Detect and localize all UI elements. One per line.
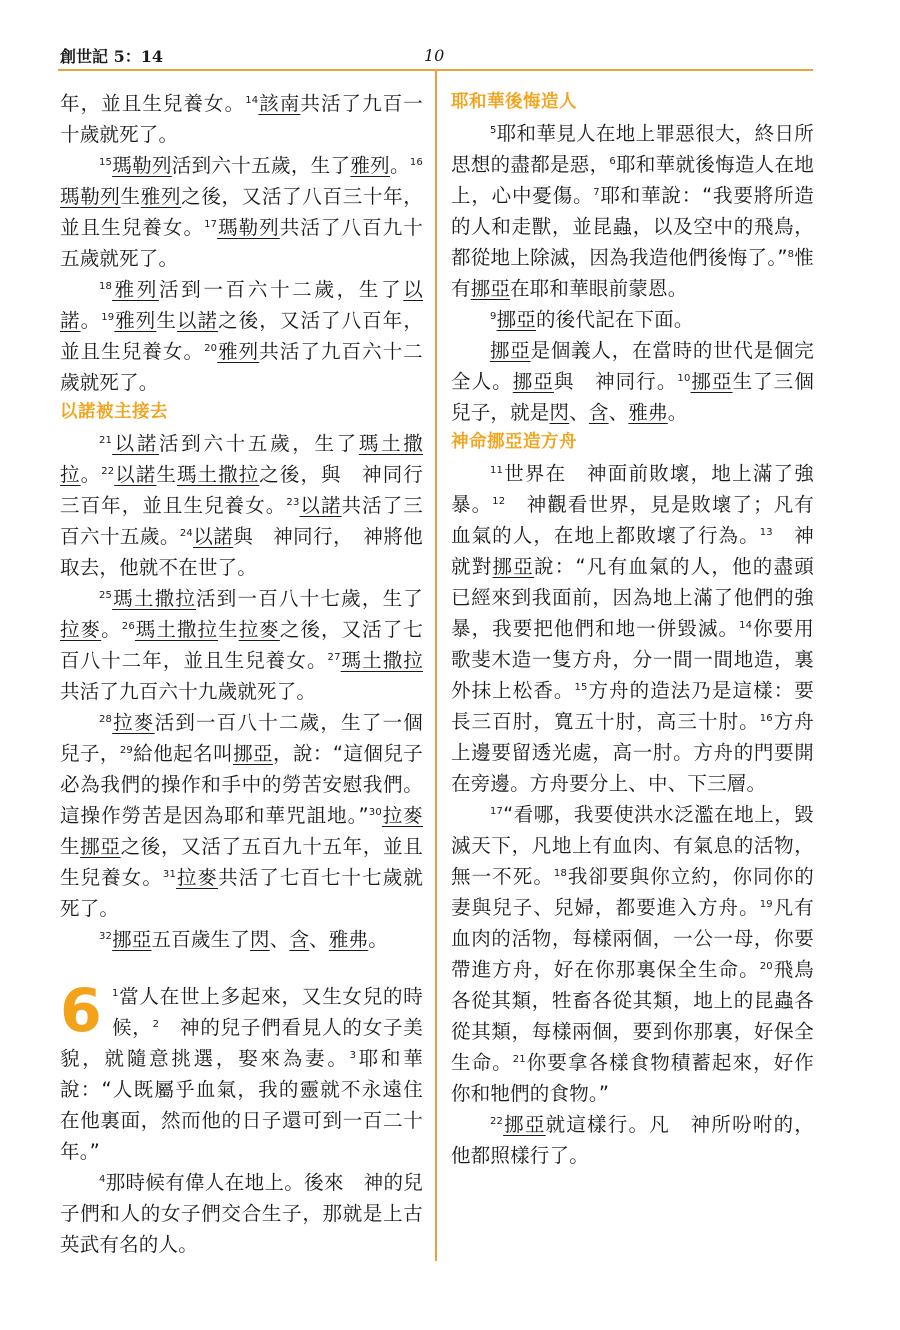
verse-text: 生 bbox=[218, 618, 239, 641]
verse-text: 你要用歌斐木造一隻方舟，分一間一間地造，裏外抹上松香。 bbox=[451, 617, 814, 702]
verse-paragraph bbox=[60, 583, 423, 707]
proper-name: 拉麥 bbox=[60, 618, 102, 641]
proper-name: 挪亞 bbox=[80, 835, 121, 858]
verse-number: 22 bbox=[101, 466, 115, 477]
verse-number: 20 bbox=[759, 961, 773, 972]
proper-name: 拉麥 bbox=[112, 711, 155, 734]
verse-text: 神就對 bbox=[451, 524, 814, 578]
verse-paragraph bbox=[451, 1109, 814, 1171]
verse-text: 我卻要與你立約，你同你的妻與兒子、兒婦，都要進入方舟。 bbox=[451, 865, 814, 919]
verse-number: 15 bbox=[99, 157, 113, 168]
proper-name: 該南 bbox=[258, 92, 301, 115]
proper-name: 以諾 bbox=[176, 309, 219, 332]
verse-text: 生 bbox=[60, 835, 81, 858]
verse-text: 共活了七百七十七歲就死了。 bbox=[60, 866, 423, 920]
verse-text: 耶和華說：“我要將所造的人和走獸，並昆蟲，以及空中的飛鳥，都從地上除滅，因為我造他們後悔了。” bbox=[451, 184, 814, 269]
verse-text: 耶和華說：“人既屬乎血氣，我的靈就不永遠住在他裏面，然而他的日子還可到一百二十年。” bbox=[60, 1047, 423, 1163]
verse-number: 31 bbox=[162, 869, 177, 880]
verse-text: 耶和華就後悔造人在地上，心中憂傷。 bbox=[451, 153, 814, 207]
verse-text: 之後，又活了五百九十五年，並且生兒養女。 bbox=[60, 835, 423, 889]
section-heading: 耶和華後悔造人 bbox=[451, 92, 577, 112]
proper-name: 挪亞 bbox=[503, 1113, 546, 1136]
proper-name: 以諾 bbox=[60, 278, 423, 332]
verse-number: 19 bbox=[759, 899, 773, 910]
verse-text: 。 bbox=[80, 463, 102, 486]
verse-text: 。 bbox=[667, 401, 688, 424]
verse-text: 活到六十五歲，生了 bbox=[171, 154, 351, 177]
proper-name: 雅弗 bbox=[628, 401, 668, 424]
right-column bbox=[451, 88, 814, 1171]
verse-text: 與 神同行， 神將他取去，他就不在世了。 bbox=[60, 525, 423, 579]
left-column bbox=[60, 88, 423, 1260]
proper-name: 瑪勒列 bbox=[112, 154, 172, 177]
verse-number: 17 bbox=[490, 806, 504, 817]
verse-text: 共活了九百六十二歲就死了。 bbox=[60, 340, 423, 394]
verse-text: 共活了九百一十歲就死了。 bbox=[60, 92, 423, 146]
verse-number: 18 bbox=[99, 281, 113, 292]
verse-number: 11 bbox=[490, 465, 504, 476]
verse-number: 13 bbox=[759, 527, 773, 538]
verse-number: 28 bbox=[99, 714, 113, 725]
proper-name: 瑪土撒拉 bbox=[134, 618, 219, 641]
proper-name: 以諾 bbox=[112, 432, 160, 455]
proper-name: 瑪土撒拉 bbox=[60, 432, 423, 486]
proper-name: 雅弗 bbox=[328, 928, 369, 951]
verse-text: 。 bbox=[390, 154, 410, 177]
verse-number: 20 bbox=[204, 343, 218, 354]
proper-name: 挪亞 bbox=[470, 277, 511, 300]
verse-paragraph bbox=[60, 924, 423, 955]
proper-name: 挪亞 bbox=[690, 370, 733, 393]
verse-text: 共活了三百六十五歲。 bbox=[60, 494, 424, 548]
verse-text: 是個義人，在當時的世代是個完全人。 bbox=[451, 339, 814, 393]
proper-name: 以諾 bbox=[193, 525, 234, 548]
proper-name: 閃 bbox=[549, 401, 570, 424]
verse-paragraph bbox=[60, 274, 423, 398]
verse-text: 生 bbox=[156, 309, 177, 332]
verse-text: 之後，又活了七百八十二年，並且生兒養女。 bbox=[60, 618, 424, 672]
proper-name: 瑪勒列 bbox=[60, 185, 121, 208]
proper-name: 以諾 bbox=[299, 494, 342, 517]
proper-name: 挪亞 bbox=[496, 308, 536, 331]
verse-number: 16 bbox=[409, 157, 423, 168]
proper-name: 瑪土撒拉 bbox=[176, 463, 260, 486]
verse-number: 2 bbox=[152, 1019, 160, 1030]
verse-text: 活到一百八十二歲，生了一個兒子， bbox=[60, 711, 423, 765]
verse-number: 6 bbox=[609, 156, 616, 167]
proper-name: 拉麥 bbox=[381, 804, 423, 827]
verse-text: 、 bbox=[608, 401, 629, 424]
proper-name: 雅列 bbox=[350, 154, 391, 177]
verse-number: 26 bbox=[121, 621, 135, 632]
proper-name: 含 bbox=[588, 401, 609, 424]
verse-text: 神的兒子們看見人的女子美貌，就隨意挑選，娶來為妻。 bbox=[60, 1016, 423, 1070]
proper-name: 雅列 bbox=[140, 185, 182, 208]
proper-name: 拉麥 bbox=[176, 866, 219, 889]
verse-text: 共活了九百六十九歲就死了。 bbox=[60, 680, 317, 703]
verse-text: 活到一百六十二歲，生了 bbox=[159, 278, 404, 301]
verse-number: 15 bbox=[574, 682, 588, 693]
column-divider bbox=[435, 71, 437, 1261]
verse-number: 14 bbox=[739, 620, 753, 631]
verse-number: 24 bbox=[179, 528, 193, 539]
verse-text: 方舟的造法乃是這樣：要長三百肘，寬五十肘，高三十肘。 bbox=[451, 679, 814, 733]
verse-paragraph bbox=[451, 458, 814, 799]
verse-text: 五百歲生了 bbox=[151, 928, 251, 951]
verse-paragraph bbox=[451, 335, 814, 428]
proper-name: 含 bbox=[289, 928, 310, 951]
verse-paragraph bbox=[60, 707, 423, 924]
verse-paragraph bbox=[451, 304, 814, 335]
verse-text: 活到六十五歲，生了 bbox=[159, 432, 359, 455]
verse-paragraph bbox=[60, 428, 423, 583]
verse-text: 。 bbox=[368, 928, 388, 951]
verse-text: 活到一百八十七歲，生了 bbox=[196, 587, 423, 610]
verse-number: 7 bbox=[593, 187, 600, 198]
verse-text: 在耶和華眼前蒙恩。 bbox=[510, 277, 688, 300]
verse-number: 29 bbox=[119, 745, 133, 756]
section-heading: 以諾被主接去 bbox=[60, 402, 168, 422]
proper-name: 瑪勒列 bbox=[217, 216, 280, 239]
verse-text: 神觀看世界，見是敗壞了；凡有血氣的人，在地上都敗壞了行為。 bbox=[451, 493, 814, 547]
section-heading: 神命挪亞造方舟 bbox=[451, 432, 577, 452]
verse-text: 共活了八百九十五歲就死了。 bbox=[60, 216, 423, 270]
verse-text: 就這樣行。凡 神所吩咐的，他都照樣行了。 bbox=[451, 1113, 814, 1167]
verse-paragraph bbox=[451, 799, 814, 1109]
verse-text: 、 bbox=[309, 928, 329, 951]
proper-name: 拉麥 bbox=[238, 618, 280, 641]
verse-number: 3 bbox=[349, 1050, 357, 1061]
verse-text: 之後，又活了八百年，並且生兒養女。 bbox=[60, 309, 424, 363]
verse-number: 14 bbox=[245, 95, 259, 106]
verse-text: 生 bbox=[156, 463, 177, 486]
verse-text: 的後代記在下面。 bbox=[535, 308, 694, 331]
verse-text: 生 bbox=[120, 185, 141, 208]
verse-paragraph bbox=[60, 1167, 423, 1260]
verse-paragraph bbox=[451, 118, 814, 304]
page-number: 10 bbox=[424, 46, 445, 65]
verse-text: 你要拿各樣食物積蓄起來，好作你和牠們的食物。” bbox=[451, 1051, 814, 1105]
verse-text: 世界在 神面前敗壞，地上滿了強暴。 bbox=[451, 462, 814, 516]
verse-text: 年，並且生兒養女。 bbox=[60, 92, 246, 115]
verse-paragraph bbox=[60, 88, 423, 150]
chapter-number: 6 bbox=[60, 976, 102, 1046]
verse-number: 22 bbox=[490, 1116, 504, 1127]
paragraph-gap bbox=[60, 955, 423, 981]
proper-name: 雅列 bbox=[217, 340, 260, 363]
verse-paragraph bbox=[60, 150, 423, 274]
verse-text: 之後，又活了八百三十年，並且生兒養女。 bbox=[60, 185, 423, 239]
proper-name: 挪亞 bbox=[492, 555, 534, 578]
verse-number: 19 bbox=[101, 312, 115, 323]
verse-number: 27 bbox=[327, 652, 341, 663]
verse-number: 25 bbox=[99, 590, 113, 601]
proper-name: 雅列 bbox=[114, 309, 157, 332]
verse-text: 說：“凡有血氣的人，他的盡頭已經來到我面前，因為地上滿了他們的強暴，我要把他們和地一併毀滅。 bbox=[451, 555, 814, 640]
proper-name: 瑪土撒拉 bbox=[112, 587, 197, 610]
proper-name: 以諾 bbox=[114, 463, 157, 486]
verse-number: 18 bbox=[553, 868, 568, 879]
verse-number: 4 bbox=[99, 1174, 106, 1185]
verse-text: 、 bbox=[569, 401, 589, 424]
verse-text: 給他起名叫 bbox=[133, 742, 234, 765]
verse-number: 1 bbox=[111, 988, 119, 999]
verse-text: 當人在世上多起來，又生女兒的時候， bbox=[111, 985, 423, 1039]
verse-number: 21 bbox=[512, 1054, 526, 1065]
verse-number: 21 bbox=[99, 435, 113, 446]
verse-text: 那時候有偉人在地上。後來 神的兒子們和人的女子們交合生子，那就是上古英武有名的人。 bbox=[60, 1171, 423, 1256]
proper-name: 挪亞 bbox=[512, 370, 554, 393]
verse-text: 之後，與 神同行三百年，並且生兒養女。 bbox=[60, 463, 424, 517]
verse-text: 與 神同行。 bbox=[553, 370, 678, 393]
running-header-reference: 創世記 5：14 bbox=[60, 47, 163, 66]
verse-number: 23 bbox=[286, 497, 300, 508]
verse-text: 凡有血肉的活物，每樣兩個，一公一母，你要帶進方舟，好在你那裏保全生命。 bbox=[451, 896, 814, 981]
verse-number: 5 bbox=[490, 125, 497, 136]
verse-number: 12 bbox=[492, 496, 506, 507]
verse-text: 。 bbox=[80, 309, 102, 332]
verse-number: 8 bbox=[787, 249, 795, 260]
verse-text: “看哪，我要使洪水泛濫在地上，毀滅天下，凡地上有血肉、有氣息的活物，無一不死。 bbox=[451, 803, 814, 888]
verse-number: 17 bbox=[204, 219, 218, 230]
verse-number: 16 bbox=[759, 713, 773, 724]
verse-text: 方舟上邊要留透光處，高一肘。方舟的門要開在旁邊。方舟要分上、中、下三層。 bbox=[451, 710, 814, 795]
verse-text: 生了三個兒子，就是 bbox=[451, 370, 815, 424]
verse-text: 、 bbox=[269, 928, 290, 951]
verse-text: 飛鳥各從其類，牲畜各從其類，地上的昆蟲各從其類，每樣兩個，要到你那裏，好保全生命。 bbox=[451, 958, 814, 1074]
verse-text: 耶和華見人在地上罪惡很大，終日所思想的盡都是惡， bbox=[451, 122, 814, 176]
proper-name: 挪亞 bbox=[490, 339, 531, 362]
proper-name: 挪亞 bbox=[112, 928, 152, 951]
verse-text: 。 bbox=[101, 618, 122, 641]
verse-number: 10 bbox=[677, 373, 691, 384]
verse-paragraph bbox=[60, 976, 423, 1167]
proper-name: 挪亞 bbox=[233, 742, 273, 765]
proper-name: 閃 bbox=[250, 928, 270, 951]
verse-number: 9 bbox=[490, 311, 497, 322]
verse-number: 30 bbox=[368, 807, 382, 818]
verse-text: 惟有 bbox=[451, 246, 815, 300]
proper-name: 瑪土撒拉 bbox=[340, 649, 423, 672]
verse-text: ，說：“這個兒子必為我們的操作和手中的勞苦安慰我們。這操作勞苦是因為耶和華咒詛地。” bbox=[60, 742, 423, 827]
proper-name: 雅列 bbox=[112, 278, 160, 301]
verse-number: 32 bbox=[99, 931, 113, 942]
